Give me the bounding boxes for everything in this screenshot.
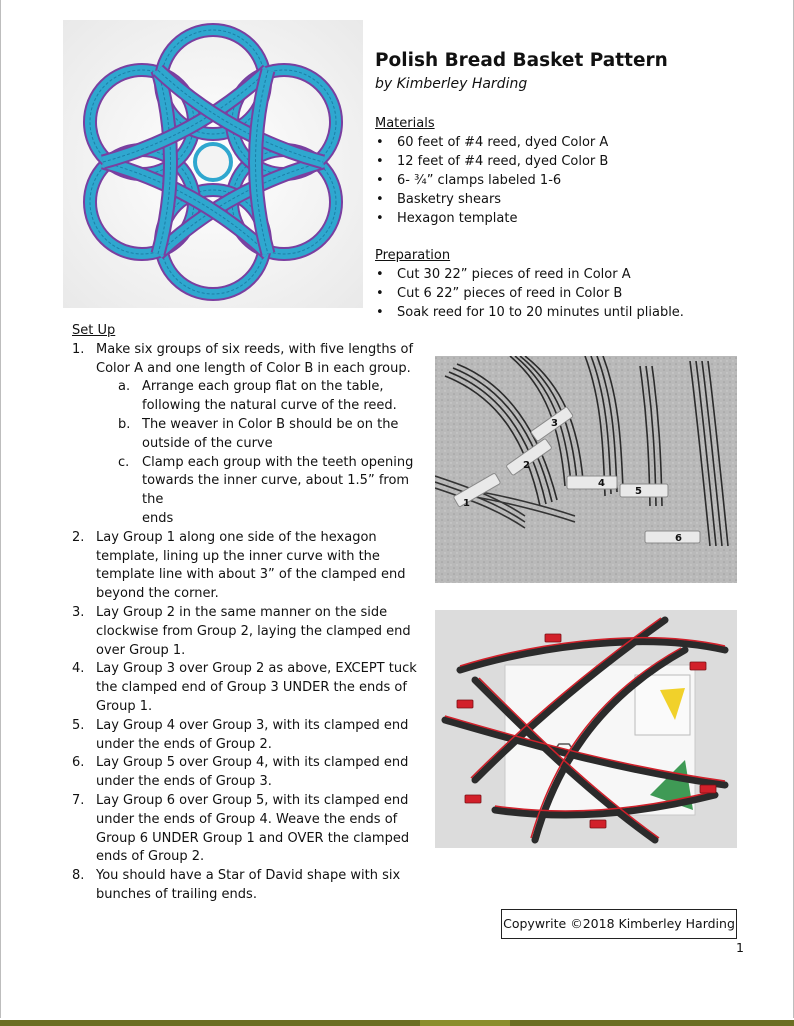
step-number: 2.: [72, 529, 85, 545]
setup-heading: Set Up: [72, 323, 116, 338]
footer-bar-highlight: [420, 1020, 510, 1026]
step-number: 4.: [72, 661, 85, 677]
materials-item: • 60 feet of #4 reed, dyed Color A: [375, 133, 608, 152]
setup-step-2: [72, 529, 432, 604]
setup-substep-a: [72, 378, 432, 416]
preparation-heading: Preparation: [375, 248, 451, 263]
step-line: Lay Group 5 over Group 4, with its clamped end: [96, 755, 409, 771]
setup-step-1: [72, 341, 432, 379]
preparation-item: • Soak reed for 10 to 20 minutes until pliable.: [375, 303, 684, 322]
setup-step-8: [72, 867, 432, 905]
clamp-label: 6: [675, 533, 682, 544]
step-line: bunches of trailing ends.: [96, 886, 257, 902]
step-line: Clamp each group with the teeth opening: [142, 454, 414, 470]
step-number: 3.: [72, 604, 85, 620]
step-line: Color A and one length of Color B in each group.: [96, 360, 411, 376]
step-line: template line with about 3” of the clamped end: [96, 567, 406, 583]
materials-item: • Hexagon template: [375, 209, 608, 228]
clamped-reed-groups-photo: [435, 356, 737, 583]
clamp-label: 3: [551, 418, 558, 429]
substep-letter: c.: [118, 454, 130, 470]
setup-step-7: [72, 792, 432, 867]
step-line: Lay Group 2 in the same manner on the side: [96, 604, 388, 620]
materials-item: • 6- ¾” clamps labeled 1-6: [375, 171, 608, 190]
step-line: You should have a Star of David shape with six: [96, 868, 401, 884]
clamp-label: 2: [523, 460, 530, 471]
step-number: 6.: [72, 755, 85, 771]
step-number: 7.: [72, 792, 85, 808]
step-line: clockwise from Group 2, laying the clamped end: [96, 623, 411, 639]
setup-step-5: [72, 717, 432, 755]
step-line: under the ends of Group 4. Weave the ends of: [96, 811, 398, 827]
step-line: Arrange each group flat on the table,: [142, 379, 384, 395]
step-line: Group 1.: [96, 698, 153, 714]
star-weave-illustration: [435, 610, 737, 848]
page-number: 1: [736, 940, 744, 955]
substep-letter: b.: [118, 416, 131, 432]
materials-heading: Materials: [375, 116, 435, 131]
knot-basket-illustration: [63, 20, 363, 308]
preparation-item: • Cut 30 22” pieces of reed in Color A: [375, 265, 684, 284]
step-line: Group 6 UNDER Group 1 and OVER the clamped: [96, 830, 410, 846]
step-line: beyond the corner.: [96, 586, 219, 602]
clamp-label: 4: [598, 478, 605, 489]
step-line: under the ends of Group 3.: [96, 774, 272, 790]
clamp-label: 5: [635, 486, 642, 497]
step-line: Make six groups of six reeds, with five lengths of: [96, 341, 414, 357]
step-line: ends of Group 2.: [96, 849, 205, 865]
setup-section: [72, 322, 432, 905]
materials-list: [375, 133, 608, 228]
clamp-label: 1: [463, 498, 470, 509]
setup-substep-c: [72, 454, 432, 529]
step-line: over Group 1.: [96, 642, 186, 658]
step-line: outside of the curve: [142, 435, 273, 451]
footer-bar: [0, 1020, 794, 1026]
substep-letter: a.: [118, 379, 131, 395]
step-line: ends: [142, 510, 174, 526]
preparation-item: • Cut 6 22” pieces of reed in Color B: [375, 284, 684, 303]
step-number: 8.: [72, 868, 85, 884]
step-number: 1.: [72, 341, 85, 357]
page-title: Polish Bread Basket Pattern: [375, 50, 668, 71]
step-line: template, lining up the inner curve with the: [96, 548, 380, 564]
preparation-list: [375, 265, 684, 322]
step-line: Lay Group 1 along one side of the hexagon: [96, 529, 377, 545]
copyright-notice: Copywrite ©2018 Kimberley Harding: [501, 909, 737, 939]
step-number: 5.: [72, 717, 85, 733]
step-line: Lay Group 4 over Group 3, with its clamped end: [96, 717, 409, 733]
clamped-reeds-illustration: [435, 356, 737, 583]
star-of-david-photo: [435, 610, 737, 848]
setup-step-4: [72, 660, 432, 716]
setup-step-3: [72, 604, 432, 660]
step-line: The weaver in Color B should be on the: [142, 416, 399, 432]
materials-item: • Basketry shears: [375, 190, 608, 209]
step-line: under the ends of Group 2.: [96, 736, 272, 752]
author-byline: by Kimberley Harding: [375, 76, 528, 92]
materials-item: • 12 feet of #4 reed, dyed Color B: [375, 152, 608, 171]
setup-substep-b: [72, 416, 432, 454]
knot-basket-photo: [63, 20, 363, 308]
step-line: the clamped end of Group 3 UNDER the ends of: [96, 680, 407, 696]
step-line: Lay Group 6 over Group 5, with its clamped end: [96, 792, 409, 808]
step-line: towards the inner curve, about 1.5” from the: [142, 473, 410, 508]
step-line: Lay Group 3 over Group 2 as above, EXCEPT tuck: [96, 661, 417, 677]
step-line: following the natural curve of the reed.: [142, 398, 397, 414]
setup-step-6: [72, 754, 432, 792]
